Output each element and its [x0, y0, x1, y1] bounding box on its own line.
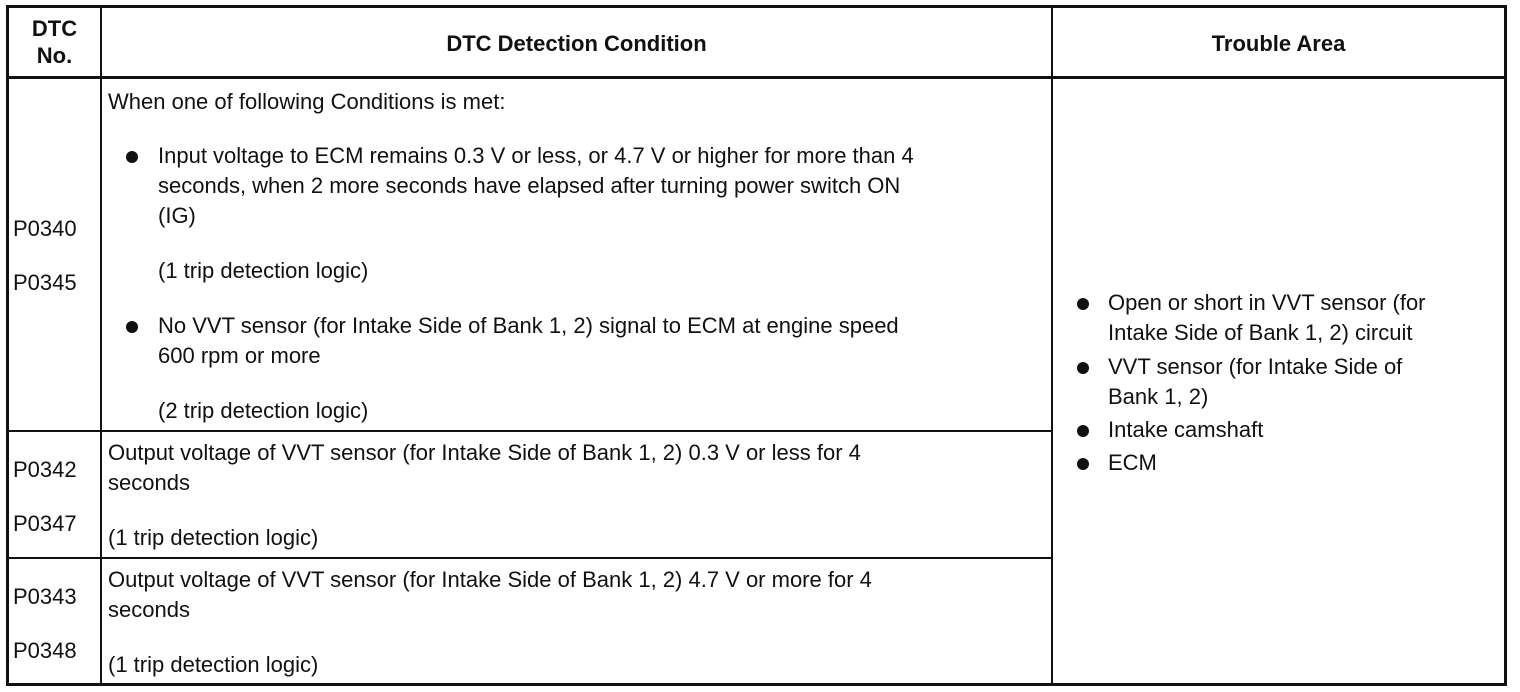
header-dtc-no-line2: No.	[36, 43, 73, 68]
trouble-area-line: Intake Side of Bank 1, 2) circuit	[1108, 320, 1413, 345]
trouble-area-line: Open or short in VVT sensor (for	[1108, 290, 1426, 315]
condition-bullet-line: Input voltage to ECM remains 0.3 V or less, or 4.7 V or higher for more than 4	[158, 143, 914, 168]
condition-intro: When one of following Conditions is met:	[108, 89, 506, 114]
condition-line: seconds	[108, 470, 190, 495]
table-border-bottom	[6, 683, 1507, 686]
bullet-icon	[126, 151, 138, 163]
dtc-code: P0347	[13, 511, 77, 536]
trouble-area-line: VVT sensor (for Intake Side of	[1108, 354, 1403, 379]
table-border-left	[6, 5, 9, 686]
dtc-code: P0343	[13, 584, 77, 609]
condition-line: Output voltage of VVT sensor (for Intake Side of Bank 1, 2) 4.7 V or more for 4	[108, 567, 872, 592]
trouble-area-line: ECM	[1108, 450, 1157, 475]
col-divider-2	[1051, 5, 1053, 686]
bullet-icon	[1077, 362, 1089, 374]
dtc-code: P0345	[13, 270, 77, 295]
detection-logic: (1 trip detection logic)	[158, 258, 369, 283]
header-dtc-no	[9, 15, 100, 69]
detection-logic: (2 trip detection logic)	[158, 398, 369, 423]
dtc-code: P0340	[13, 216, 77, 241]
bullet-icon	[1077, 458, 1089, 470]
detection-logic: (1 trip detection logic)	[108, 525, 319, 550]
bullet-icon	[1077, 425, 1089, 437]
condition-bullet-line: (IG)	[158, 203, 196, 228]
row-divider-1	[6, 430, 1053, 432]
dtc-code: P0342	[13, 457, 77, 482]
condition-bullet-line: No VVT sensor (for Intake Side of Bank 1, 2) signal to ECM at engine speed	[158, 313, 899, 338]
condition-line: seconds	[108, 597, 190, 622]
table-border-right	[1504, 5, 1507, 686]
condition-line: Output voltage of VVT sensor (for Intake Side of Bank 1, 2) 0.3 V or less for 4	[108, 440, 861, 465]
header-divider	[6, 76, 1507, 79]
trouble-area-line: Bank 1, 2)	[1108, 384, 1209, 409]
condition-bullet-line: seconds, when 2 more seconds have elapsed after turning power switch ON	[158, 173, 901, 198]
header-trouble-area: Trouble Area	[1211, 31, 1346, 56]
bullet-icon	[1077, 298, 1089, 310]
condition-bullet-line: 600 rpm or more	[158, 343, 321, 368]
header-condition: DTC Detection Condition	[446, 31, 707, 56]
dtc-code: P0348	[13, 638, 77, 663]
header-dtc-no-line1: DTC	[31, 16, 78, 41]
detection-logic: (1 trip detection logic)	[108, 652, 319, 677]
col-divider-1	[100, 5, 102, 686]
table-border-top	[6, 5, 1507, 8]
row-divider-2	[6, 557, 1053, 559]
trouble-area-line: Intake camshaft	[1108, 417, 1264, 442]
bullet-icon	[126, 321, 138, 333]
